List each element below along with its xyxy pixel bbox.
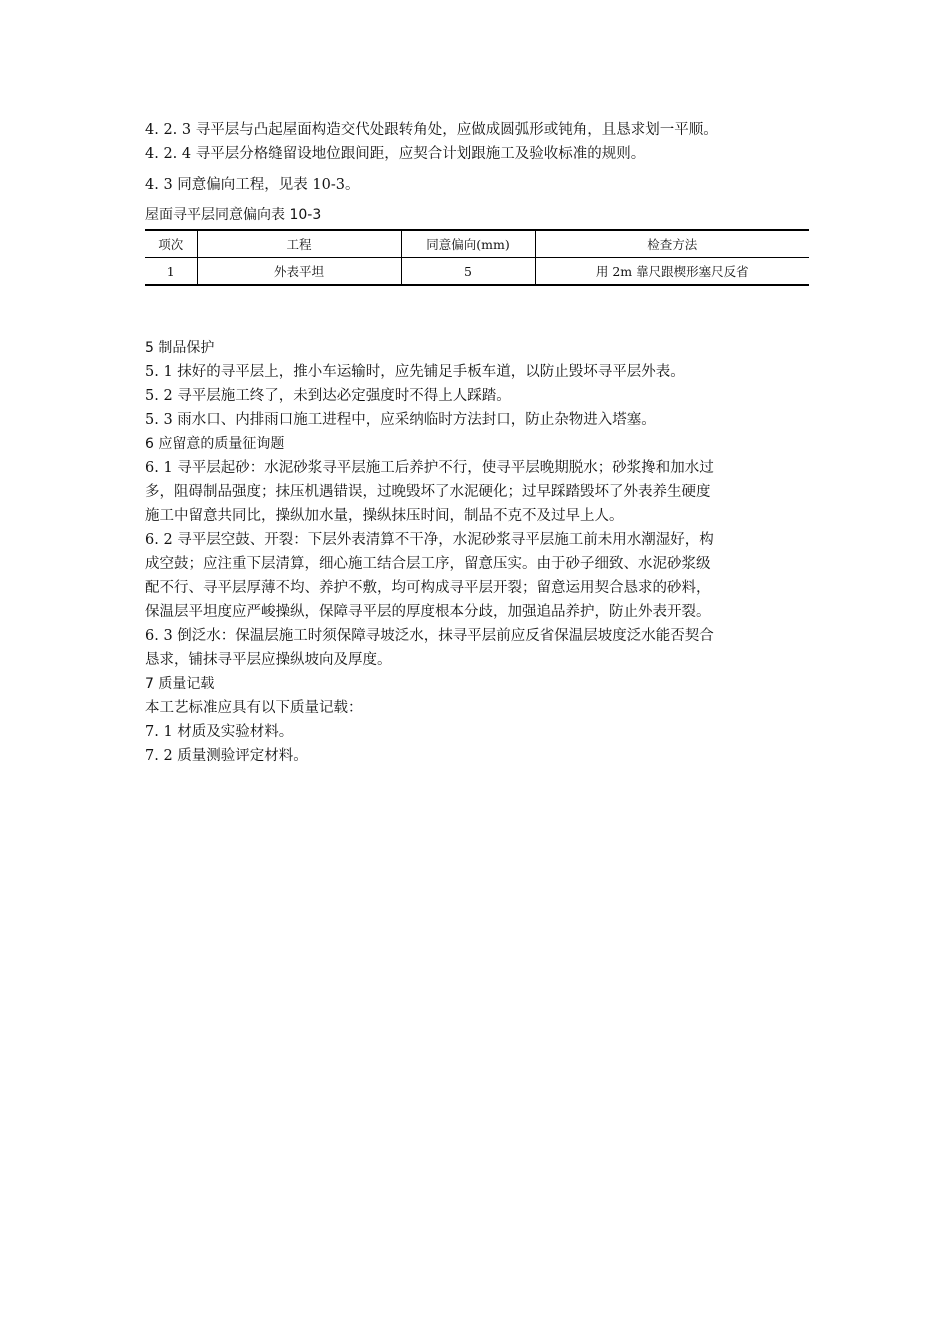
table-cell: 用 2m 靠尺跟楔形塞尺反省 <box>535 258 809 286</box>
table-cell: 1 <box>166 263 175 279</box>
paragraph-6-line: 6. 1 寻平层起砂：水泥砂浆寻平层施工后养护不行，使寻平层晚期脱水；砂浆搀和加水过 <box>145 460 714 476</box>
paragraph-6-line: 6. 2 寻平层空鼓、开裂：下层外表清算不干净，水泥砂浆寻平层施工前未用水潮湿好，构 <box>145 532 714 548</box>
table-header-cell: 项次 <box>145 230 197 258</box>
paragraph-6-line: 配不行、寻平层厚薄不均、养护不敷，均可构成寻平层开裂；留意运用契合恳求的砂料， <box>145 580 711 596</box>
paragraph-6-line: 多，阻碍制品强度；抹压机遇错误，过晚毁坏了水泥硬化；过早踩踏毁坏了外表养生硬度 <box>145 484 711 500</box>
table-header-row <box>145 230 809 258</box>
paragraph-4-2-3: 4. 2. 3 寻平层与凸起屋面构造交代处跟转角处，应做成圆弧形或钝角，且恳求划一平顺。 <box>145 122 718 138</box>
table-cell: 外表平坦 <box>197 258 401 286</box>
paragraph-5-2: 5. 2 寻平层施工终了，未到达必定强度时不得上人踩踏。 <box>145 388 511 404</box>
paragraph-6-line: 恳求，铺抹寻平层应操纵坡向及厚度。 <box>145 652 392 668</box>
section-6-heading: 6 应留意的质量征询题 <box>145 436 285 452</box>
paragraph-7-1: 7. 1 材质及实验材料。 <box>145 724 294 740</box>
table-header-cell: 检查方法 <box>535 230 809 258</box>
paragraph-4-3: 4. 3 同意偏向工程，见表 10-3。 <box>145 177 360 193</box>
table-header-cell: 工程 <box>197 230 401 258</box>
paragraph-6-line: 成空鼓；应注重下层清算，细心施工结合层工序，留意压实。由于砂子细致、水泥砂浆级 <box>145 556 711 572</box>
paragraph-5-1: 5. 1 抹好的寻平层上，推小车运输时，应先铺足手板车道，以防止毁坏寻平层外表。 <box>145 364 685 380</box>
table-header-cell: 同意偏向(mm) <box>401 230 535 258</box>
paragraph-6-line: 6. 3 倒泛水：保温层施工时须保障寻坡泛水，抹寻平层前应反省保温层坡度泛水能否契合 <box>145 628 714 644</box>
table-row <box>145 258 809 286</box>
table-cell: 5 <box>401 258 535 286</box>
paragraph-7-2: 7. 2 质量测验评定材料。 <box>145 748 308 764</box>
paragraph-4-2-4: 4. 2. 4 寻平层分格缝留设地位跟间距，应契合计划跟施工及验收标准的规则。 <box>145 146 646 162</box>
paragraph-5-3: 5. 3 雨水口、内排雨口施工进程中，应采纳临时方法封口，防止杂物进入塔塞。 <box>145 412 656 428</box>
paragraph-7-intro: 本工艺标准应具有以下质量记载： <box>145 700 363 716</box>
paragraph-6-line: 施工中留意共同比，操纵加水量，操纵抹压时间，制品不克不及过早上人。 <box>145 508 624 524</box>
table-title: 屋面寻平层同意偏向表 10-3 <box>145 207 322 223</box>
paragraph-6-line: 保温层平坦度应严峻操纵，保障寻平层的厚度根本分歧，加强追品养护，防止外表开裂。 <box>145 604 711 620</box>
document-page <box>145 118 810 768</box>
section-7-heading: 7 质量记载 <box>145 676 215 692</box>
section-5-heading: 5 制品保护 <box>145 340 215 356</box>
tolerance-table <box>145 229 809 286</box>
